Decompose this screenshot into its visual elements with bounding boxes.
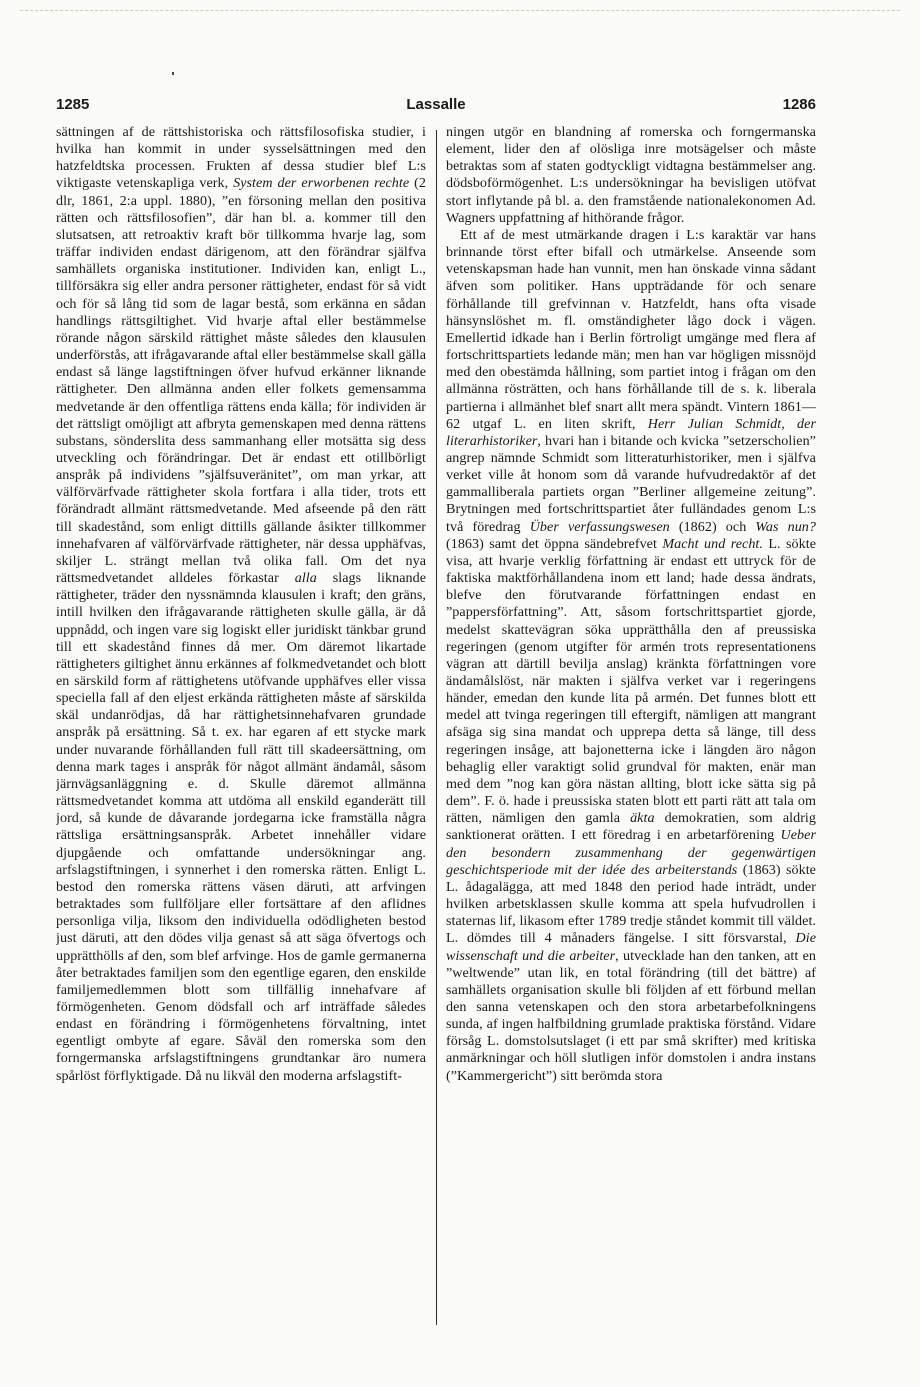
running-head-title: Lassalle: [406, 96, 466, 113]
italic-title: Macht und recht.: [662, 535, 763, 552]
page-number-left: 1285: [56, 96, 90, 113]
text-run: demokratien, som aldrig sanktionerat orätten. I ett föredrag i en arbetarförening: [446, 810, 816, 844]
italic-title: Herr Julian Schmidt, der literarhistoriker: [446, 415, 816, 449]
right-column: [446, 124, 816, 1334]
italic-title: Ueber den besondern zusammenhang der gegenwärtigen geschichtsperiode mit der idée des arbeiterstands: [446, 827, 816, 878]
left-paragraph-1: [56, 124, 426, 1085]
italic-title: Was nun?: [755, 518, 816, 535]
text-run: ningen utgör en blandning af romerska och forngermanska element, lider den af olösliga inre motsägelser och måste betraktas som af staten godtyckligt vidtagna bestämmelser ang. dödsboförmögenhet. L:s undersökningar ha bevisligen utöfvat stort inflytande på bl. a. den framstående nationalekonomen Ad. Wagners uppfattning af hithörande frågor.: [446, 124, 816, 226]
text-run: slags liknande rättigheter, träder den nyssnämnda klausulen i kraft; den gräns, intill hvilken den ifrågavarande rättigheten skulle gälla, är då uppnådd, och ingen vare sig logiskt eller juridiskt tänkbar grund till ett skadestånd finnes då mer. Om däremot likartade rättigheters giltighet ännu erkännes af folkmedvetandet och blott en särskild form af rättighetens utöfvande upphäfves eller vissa speciella fall af den eljest erkända rättigheten måste af särskilda skäl undanrödjas, då har rättighetsinnehafvaren grundade anspråk på ersättning. Så t. ex. har egaren af ett stycke mark under nuvarande förhållanden full rätt till skadeersättning, om denna mark tages i anspråk för något allmänt ändamål, såsom järnvägsanläggning e. d. Skulle däremot allmänna rättsmedvetandet komma att utdöma all enskild eganderätt till jord, så kunde de dåvarande jordegarna icke framställa några rättsliga ersättningsanspråk. Arbetet innehåller vidare djupgående och omfattande undersökningar ang. arfslagstiftningen, i synnerhet i den romerska rätten. Enligt L. bestod den romerska rättens väsen däruti, att arfvingen betraktades som fullföljare eller fortsättare af den aflidnes personliga vilja, liksom den individuella odödligheten bestod just däruti, att den dödes vilja genast så att säga öfvertogs och upprätthölls af den, som blef arfvinge. Hos de gamle germanerna åter betraktades familjen som den egentlige egaren, den enskilde familjemedlemmen blott som tillfällig innehafvare af förmögenheten. Genom dödsfall och arf inträffade således endast en förändring i förmögenhetens förvaltning, intet egentligt ombyte af egare. Såväl den romerska som den forngermanska arfslagstiftningens grundtankar äro numera spårlöst förflyktigade. Då nu likväl den moderna arfslagstift-: [56, 570, 426, 1084]
text-run: L. sökte visa, att hvarje verklig författning är endast ett uttryck för de faktiska maktförhållandena inom ett land; hade dessa ändrats, blefve den förutvarande författningen endast en ”pappersförfattning”. Att, såsom fortschrittspartiet gjorde, medelst skattevägran söka upprätthålla den af preussiska regeringen (genom utgifter för armén trots representationens vägran att därtill bevilja anslag) kränkta författningen vore ändamålslöst, när makten i själfva verket var i regeringens händer, emedan den kunde lita på armén. Det funnes blott ett medel att tvinga regeringen till eftergift, nämligen att mangrant afsäga sig sina mandat och upprepa detta så länge, till dess regeringen insåge, att bajonetterna icke i längden äro någon behaglig eller varaktigt solid grundval för makten, enär man med dem ”nog kan göra nästan allting, blott icke sätta sig på dem”. F. ö. hade i preussiska staten blott ett parti rätt att tala om rätten, nämligen den gamla: [446, 535, 816, 827]
page-number-right: 1286: [782, 96, 816, 113]
text-run: , hvari han i bitande och kvicka ”setzerscholien” angrep nämnde Schmidt som litteraturhistoriker, men i själfva verket ville åt honom som då varande hufvudredaktör af det gammalliberala partiets organ ”Berliner allgemeine zeitung”. Brytningen med fortschrittspartiet åter fulländades genom L:s två föredrag: [446, 432, 816, 535]
text-run: Ett af de mest utmärkande dragen i L:s karaktär var hans brinnande törst efter bifall och utmärkelse. Anseende som vetenskapsman hade han vunnit, men han önskade vinna sådant äfven som politiker. Hans uppträdande för och senare förhållande till grefvinnan v. Hatzfeldt, hans ofta visade hänsynslöshet m. fl. omständigheter lågo dock i vägen. Emellertid idkade han i Berlin förtroligt umgänge med flera af fortschrittspartiets ledande män; men han var högligen missnöjd med den obestämda hållning, som partiet intog i frågan om den allmänna rösträtten, och hans förhållande till de s. k. liberala partierna i allmänhet blef snart allt mera spändt. Vintern 1861—62 utgaf L. en liten skrift,: [446, 226, 816, 432]
italic-title: alla: [294, 570, 317, 587]
text-run: (1862) och: [669, 518, 756, 535]
column-divider: [436, 130, 437, 1325]
page-header: [56, 96, 816, 118]
text-run: (1863) sökte L. ådagalägga, att med 1848 den period hade inträdt, under hvilken arbetsklassen skulle komma att spela hufvudrollen i staternas lif, likasom efter 1789 tredje ståndet kommit till väldet. L. dömdes till 4 månaders fängelse. I sitt försvarstal,: [446, 861, 816, 947]
text-run: (2 dlr, 1861, 2:a uppl. 1880), ”en försoning mellan den positiva rätten och rättsfilosofien”, där han bl. a. kommer till den slutsatsen, att retroaktiv kraft bör tillkomma hvarje lag, som träffar individen endast därigenom, att den förändrar själfva samhällets organiska institutioner. Individen kan, enligt L., tillförsäkra sig eller andra personer rättigheter, endast för så vidt och för så lång tid som de lagar bestå, som erkänna en sådan handlings rättsgiltighet. Vid hvarje aftal eller bestämmelse rörande någon särskild rättighet måste således den klausulen underförstås, att ifrågavarande aftal eller bestämmelse skall gälla endast så länge lagstiftningen öfver hufvud erkänner liknande rättigheter. Den allmänna anden eller folkets gemensamma medvetande är den offentliga rättens enda källa; för individen är det rättsligt omöjligt att afbryta gemenskapen med denna rättens substans, sönderslita dess sammanhang eller motsätta sig dess utveckling och förändringar. Det är endast ett otillbörligt anspråk på individens ”själfsuveränitet”, om man yrkar, att välförvärfvade rättigheter skola fortfara i alla tider, trots ett förändradt allmänt rättsmedvetande. Med afseende på den rätt till skadestånd, som enligt dittills gällande åsikter tillkommer innehafvaren af välförvärfvade rättigheter, när dessa upphäfvas, skiljer L. strängt mellan två olika fall. Om det nya rättsmedvetandet alldeles förkastar: [56, 175, 426, 587]
text-run: , utvecklade han den tanken, att en ”weltwende” utan lik, en total förändring (till det bättre) af samhällets organisation skulle bli följden af ett förbund mellan den sanna vetenskapen och den stora arbetarbefolkningens sunda, af ingen halfbildning grumlade praktiska förstånd. Vidare försåg L. domstolsutslaget (i ett par små skrifter) med kritiska anmärkningar och höll slutligen inför domstolen i andra instans (”Kammergericht”) sitt berömda stora: [446, 947, 816, 1084]
text-run: (1863) samt det öppna sändebrefvet: [446, 535, 663, 552]
italic-title: System der erworbenen rechte: [233, 175, 410, 192]
right-paragraph-2: [446, 227, 816, 1085]
left-column: [56, 124, 426, 1334]
italic-title: Über verfassungswesen: [529, 518, 670, 535]
text-run: sättningen af de rättshistoriska och rättsfilosofiska studier, i hvilka han kommit in under sysselsättningen med den hatzfeldtska processen. Frukten af dessa studier blef L:s viktigaste vetenskapliga verk,: [56, 124, 426, 192]
scan-speck: [172, 72, 174, 75]
scan-top-edge: [20, 10, 900, 11]
italic-title: äkta: [630, 810, 655, 827]
right-paragraph-1: [446, 124, 816, 227]
italic-title: Die wissenschaft und die arbeiter: [446, 930, 816, 964]
